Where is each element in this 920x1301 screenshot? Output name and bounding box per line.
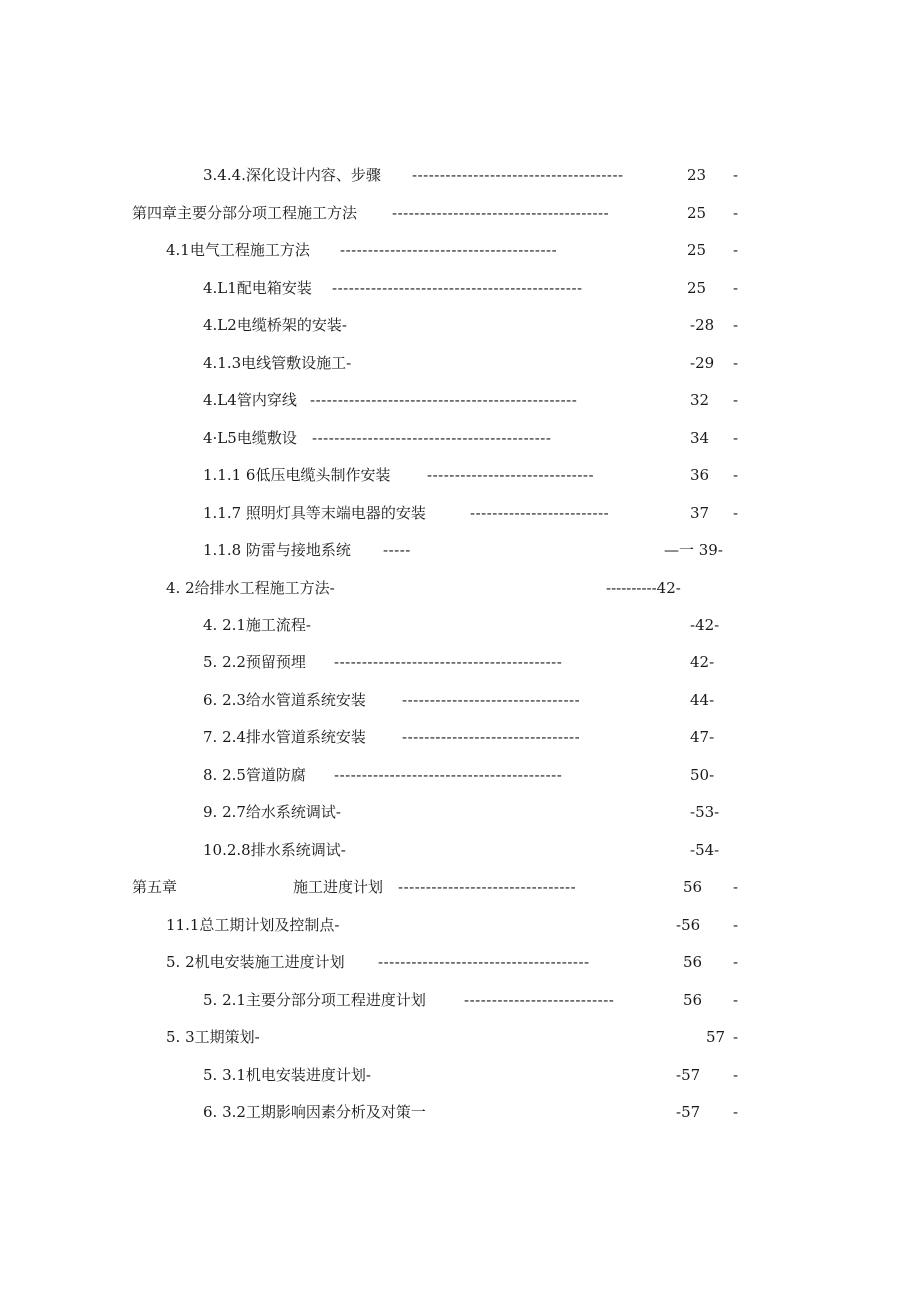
- toc-entry: [0, 201, 920, 225]
- toc-trailing-mark: -: [733, 1066, 739, 1084]
- toc-entry-title: 4.L2电缆桥架的安装-: [203, 316, 347, 334]
- toc-entry: [0, 838, 920, 862]
- toc-page-number: -29: [690, 354, 715, 372]
- toc-entry-title: 7. 2.4排水管道系统安装: [203, 728, 366, 746]
- toc-entry: [0, 763, 920, 787]
- toc-page-number: —一 39-: [664, 541, 723, 559]
- toc-trailing-mark: -: [733, 878, 739, 896]
- toc-trailing-mark: -: [733, 504, 739, 522]
- toc-entry-title: 1.1.1 6低压电缆头制作安装: [203, 466, 391, 484]
- toc-trailing-mark: -: [733, 916, 739, 934]
- toc-page-number: 57: [706, 1028, 726, 1046]
- toc-entry: [0, 725, 920, 749]
- toc-entry-title: 6. 3.2工期影响因素分析及对策一: [203, 1103, 426, 1121]
- toc-page-number: -42-: [690, 616, 720, 634]
- toc-page-number: 25: [687, 279, 707, 297]
- toc-entry: [0, 238, 920, 262]
- toc-entry-title: 4.1.3电线管敷设施工-: [203, 354, 352, 372]
- toc-leader: --------------------------------: [402, 691, 581, 709]
- toc-entry: [0, 538, 920, 562]
- toc-leader: --------------------------------: [398, 878, 577, 896]
- toc-page-number: 42-: [690, 653, 715, 671]
- toc-page-number: 34: [690, 429, 710, 447]
- toc-entry: [0, 426, 920, 450]
- toc-page-number: 36: [690, 466, 710, 484]
- toc-page-number: -57: [676, 1066, 701, 1084]
- toc-entry: [0, 650, 920, 674]
- toc-entry: [0, 501, 920, 525]
- toc-entry-title: 5. 2机电安装施工进度计划: [166, 953, 345, 971]
- toc-entry-title: 8. 2.5管道防腐: [203, 766, 306, 784]
- toc-entry-title: 3.4.4.深化设计内容、步骤: [203, 166, 381, 184]
- toc-leader: ---------------------------------------------: [332, 279, 583, 297]
- toc-trailing-mark: -: [733, 354, 739, 372]
- toc-entry-title: 4.L1配电箱安装: [203, 279, 312, 297]
- toc-entry: [0, 988, 920, 1012]
- toc-entry-title: 4.L4管内穿线: [203, 391, 297, 409]
- toc-page-number: 47-: [690, 728, 715, 746]
- toc-entry: [0, 463, 920, 487]
- toc-leader: -------------------------: [470, 504, 610, 522]
- toc-entry: [0, 875, 920, 899]
- toc-trailing-mark: -: [733, 1028, 739, 1046]
- toc-entry: [0, 351, 920, 375]
- toc-entry-title: 5. 3工期策划-: [166, 1028, 260, 1046]
- toc-entry: [0, 913, 920, 937]
- toc-leader: --------------------------------: [402, 728, 581, 746]
- toc-trailing-mark: -: [733, 241, 739, 259]
- toc-page-number: 56: [683, 991, 703, 1009]
- toc-leader: --------------------------------------: [412, 166, 624, 184]
- toc-page-number: -56: [676, 916, 701, 934]
- toc-entry-title: 第五章: [132, 878, 178, 896]
- toc-entry: [0, 276, 920, 300]
- toc-entry: [0, 1100, 920, 1124]
- toc-page-number: 56: [683, 953, 703, 971]
- toc-page-number: 37: [690, 504, 710, 522]
- toc-page-number: 23: [687, 166, 707, 184]
- toc-leader: ------------------------------------------------: [310, 391, 578, 409]
- toc-leader: --------------------------------------: [378, 953, 590, 971]
- toc-page-number: ----------42-: [606, 579, 681, 597]
- toc-page-number: 44-: [690, 691, 715, 709]
- toc-page-number: 25: [687, 241, 707, 259]
- toc-trailing-mark: -: [733, 991, 739, 1009]
- toc-leader: ---------------------------------------: [340, 241, 558, 259]
- toc-page-number: 56: [683, 878, 703, 896]
- toc-entry-title: 5. 2.2预留预埋: [203, 653, 306, 671]
- toc-page-number: 25: [687, 204, 707, 222]
- toc-entry: [0, 163, 920, 187]
- toc-entry-title: 9. 2.7给水系统调试-: [203, 803, 342, 821]
- toc-entry-title: 1.1.8 防雷与接地系统: [203, 541, 351, 559]
- toc-leader: -----------------------------------------: [334, 653, 563, 671]
- toc-entry: [0, 950, 920, 974]
- toc-entry-subtitle: 施工进度计划: [293, 878, 384, 896]
- toc-leader: -----------------------------------------: [334, 766, 563, 784]
- toc-entry-title: 5. 2.1主要分部分项工程进度计划: [203, 991, 426, 1009]
- toc-leader: ---------------------------------------: [392, 204, 610, 222]
- toc-leader: -----: [383, 541, 411, 559]
- toc-entry-title: 第四章主要分部分项工程施工方法: [132, 204, 358, 222]
- toc-page-number: 32: [690, 391, 710, 409]
- toc-page-number: 50-: [690, 766, 715, 784]
- toc-trailing-mark: -: [733, 391, 739, 409]
- toc-page-number: -54-: [690, 841, 720, 859]
- toc-page-number: -57: [676, 1103, 701, 1121]
- toc-trailing-mark: -: [733, 1103, 739, 1121]
- toc-trailing-mark: -: [733, 204, 739, 222]
- toc-entry-title: 4·L5电缆敷设: [203, 429, 297, 447]
- toc-entry-title: 11.1总工期计划及控制点-: [166, 916, 340, 934]
- toc-entry: [0, 800, 920, 824]
- toc-entry: [0, 1025, 920, 1049]
- toc-entry-title: 5. 3.1机电安装进度计划-: [203, 1066, 372, 1084]
- toc-trailing-mark: -: [733, 316, 739, 334]
- toc-entry: [0, 313, 920, 337]
- toc-page-number: -28: [690, 316, 715, 334]
- toc-entry-title: 4. 2.1施工流程-: [203, 616, 312, 634]
- toc-entry: [0, 388, 920, 412]
- toc-leader: ---------------------------: [464, 991, 615, 1009]
- toc-entry: [0, 688, 920, 712]
- toc-entry-title: 4. 2给排水工程施工方法-: [166, 579, 335, 597]
- toc-entry-title: 4.1电气工程施工方法: [166, 241, 310, 259]
- toc-trailing-mark: -: [733, 429, 739, 447]
- toc-entry: [0, 1063, 920, 1087]
- toc-trailing-mark: -: [733, 279, 739, 297]
- toc-entry: [0, 613, 920, 637]
- toc-entry-title: 10.2.8排水系统调试-: [203, 841, 346, 859]
- toc-trailing-mark: -: [733, 953, 739, 971]
- toc-entry: [0, 576, 920, 600]
- toc-entry-title: 1.1.7 照明灯具等末端电器的安装: [203, 504, 426, 522]
- toc-leader: -------------------------------------------: [312, 429, 552, 447]
- toc-leader: ------------------------------: [427, 466, 595, 484]
- toc-trailing-mark: -: [733, 166, 739, 184]
- toc-trailing-mark: -: [733, 466, 739, 484]
- toc-entry-title: 6. 2.3给水管道系统安装: [203, 691, 366, 709]
- toc-page-number: -53-: [690, 803, 720, 821]
